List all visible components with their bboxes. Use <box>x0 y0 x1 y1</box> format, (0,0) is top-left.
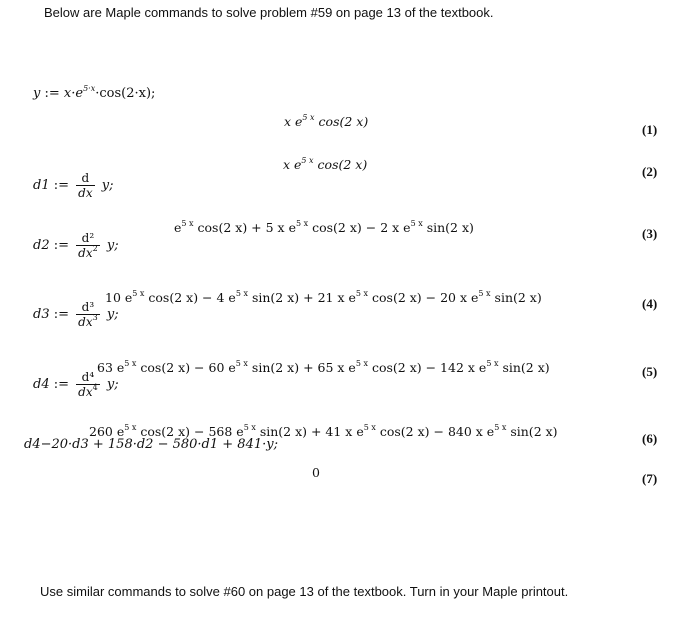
d4-name: d4 <box>33 377 50 392</box>
equation-label-6: (6) <box>642 431 658 446</box>
d3-name: d3 <box>33 307 50 322</box>
d1-fraction <box>76 171 94 200</box>
d4-den-power: 4 <box>92 383 98 392</box>
d1-tail: y; <box>101 178 114 193</box>
y-lhs: y <box>33 86 41 101</box>
check-command[interactable]: d4−20·d3 + 158·d2 − 580·d1 + 841·y; <box>24 437 278 452</box>
equation-label-4: (4) <box>642 296 658 311</box>
d3-tail: y; <box>106 307 119 322</box>
d4-tail: y; <box>106 377 119 392</box>
d3-denominator: dx <box>78 315 93 329</box>
assign-op: := <box>53 238 70 253</box>
d1-name: d1 <box>33 178 50 193</box>
d2-name: d2 <box>33 238 50 253</box>
d1-denominator: dx <box>78 186 93 200</box>
d2-denominator: dx <box>78 246 93 260</box>
d2-definition[interactable] <box>33 231 119 260</box>
d3-numerator: d³ <box>81 300 95 314</box>
d2-numerator: d² <box>81 231 95 245</box>
d2-fraction <box>76 231 100 260</box>
assign-op: := <box>53 307 70 322</box>
d3-fraction <box>76 300 100 329</box>
y-exponent: 5·x <box>83 84 96 93</box>
equation-label-7: (7) <box>642 471 658 486</box>
output-1-expr: x $e^{5 x}$ cos(2 x) <box>284 113 369 129</box>
equation-label-1: (1) <box>642 122 658 137</box>
d1-numerator: d <box>81 171 90 185</box>
d4-numerator: d⁴ <box>81 370 95 384</box>
output-4-expr: 10 $e^{5 x}$ cos(2 x) − 4 $e^{5 x}$ sin(2 x) + 21 x $e^{5 x}$ cos(2 x) − 20 x $e^{5 x}$ sin(2 x) <box>105 289 542 305</box>
y-rhs: x·e <box>63 86 84 101</box>
d4-denominator: dx <box>78 385 93 399</box>
output-5-expr: 63 $e^{5 x}$ cos(2 x) − 60 $e^{5 x}$ sin(2 x) + 65 x $e^{5 x}$ cos(2 x) − 142 x $e^{5 x}$ sin(2 x) <box>97 359 550 375</box>
output-6-expr: 260 $e^{5 x}$ cos(2 x) − 568 $e^{5 x}$ sin(2 x) + 41 x $e^{5 x}$ cos(2 x) − 840 x $e^{5 x}$ sin(2 x) <box>89 423 558 439</box>
d2-den-power: 2 <box>92 244 98 253</box>
assign-op: := <box>44 86 60 101</box>
equation-label-3: (3) <box>642 226 658 241</box>
d3-den-power: 3 <box>92 313 98 322</box>
d2-tail: y; <box>106 238 119 253</box>
output-2-expr: x $e^{5 x}$ cos(2 x) <box>283 156 368 172</box>
assign-op: := <box>53 178 70 193</box>
top-instruction: Below are Maple commands to solve problem #59 on page 13 of the textbook. <box>44 5 494 20</box>
d1-definition[interactable] <box>33 171 113 200</box>
bottom-instruction: Use similar commands to solve #60 on page 13 of the textbook. Turn in your Maple printout. <box>40 584 569 599</box>
y-definition[interactable] <box>33 86 155 101</box>
output-7-expr: 0 <box>312 465 320 480</box>
y-tail: ·cos(2·x); <box>95 86 156 101</box>
equation-label-5: (5) <box>642 364 658 379</box>
equation-label-2: (2) <box>642 164 658 179</box>
assign-op: := <box>53 377 70 392</box>
output-3-expr: $e^{5 x}$ cos(2 x) + 5 x $e^{5 x}$ cos(2 x) − 2 x $e^{5 x}$ sin(2 x) <box>174 219 474 235</box>
